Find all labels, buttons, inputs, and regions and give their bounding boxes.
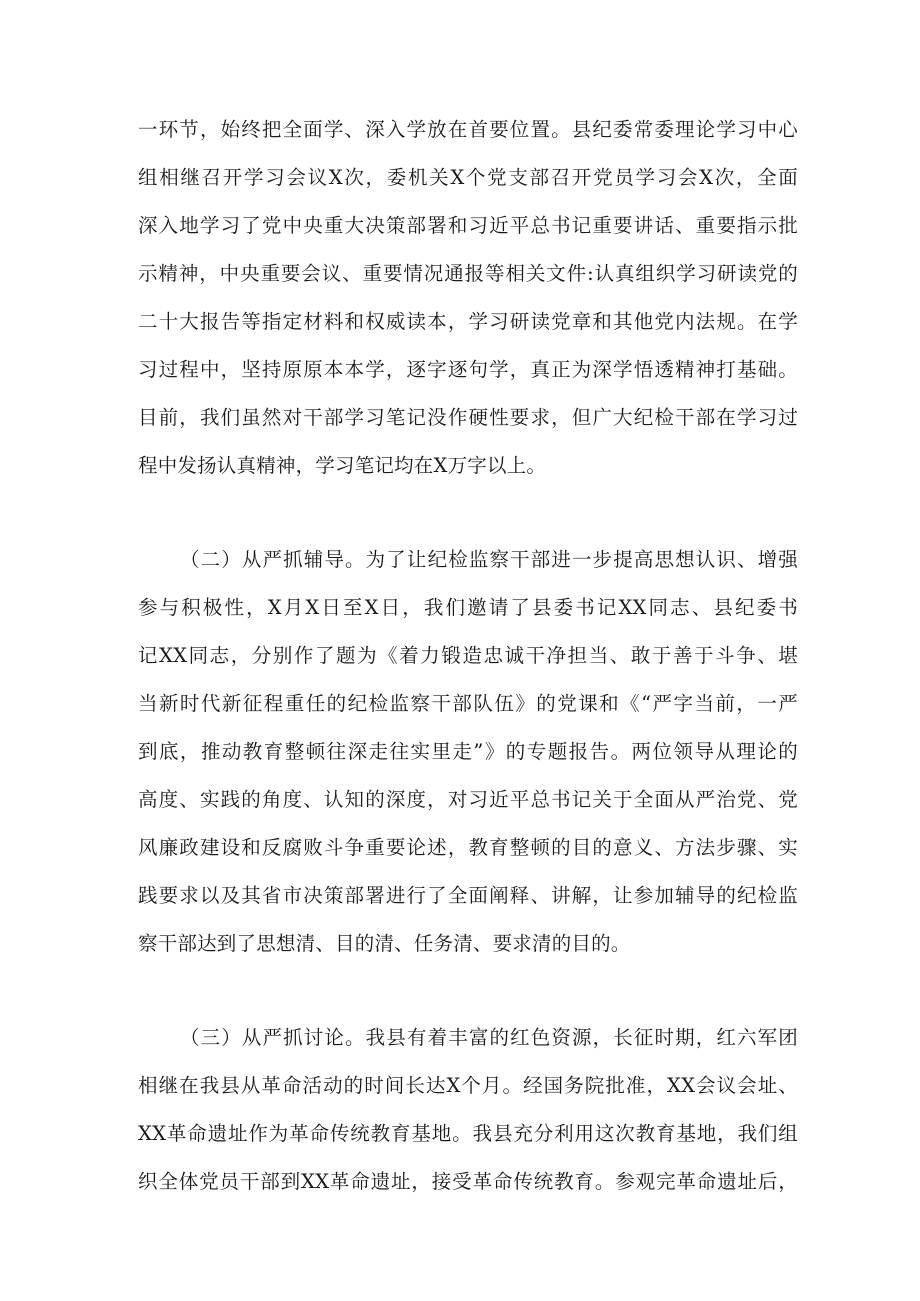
text-line: 察干部达到了思想清、目的清、任务清、要求清的目的。 — [138, 932, 631, 955]
text-line: 习过程中，坚持原原本本学，逐字逐句学，真正为深学悟透精神打基础。 — [138, 358, 798, 381]
text-line: 相继在我县从革命活动的时间长达X个月。经国务院批准，XX会议会址、 — [138, 1074, 798, 1097]
text-line: 组相继召开学习会议X次，委机关X个党支部召开党员学习会X次，全面 — [138, 166, 798, 189]
text-line: 参与积极性，X月X日至X日，我们邀请了县委书记XX同志、县纪委书 — [138, 596, 798, 619]
text-line: 一环节，始终把全面学、深入学放在首要位置。县纪委常委理论学习中心 — [138, 118, 798, 141]
text-line: （二）从严抓辅导。为了让纪检监察干部进一步提高思想认识、增强 — [180, 548, 798, 571]
text-line: 到底，推动教育整顿往深走往实里走”》的专题报告。两位领导从理论的 — [138, 740, 798, 763]
text-line: 织全体党员干部到XX革命遗址，接受革命传统教育。参观完革命遗址后， — [138, 1170, 798, 1193]
text-line: 二十大报告等指定材料和权威读本，学习研读党章和其他党内法规。在学 — [138, 310, 798, 333]
text-line: 践要求以及其省市决策部署进行了全面阐释、讲解，让参加辅导的纪检监 — [138, 884, 798, 907]
text-line: 目前，我们虽然对干部学习笔记没作硬性要求，但广大纪检干部在学习过 — [138, 406, 798, 429]
text-line: （三）从严抓讨论。我县有着丰富的红色资源，长征时期，红六军团 — [180, 1026, 798, 1049]
text-line: 深入地学习了党中央重大决策部署和习近平总书记重要讲话、重要指示批 — [138, 214, 798, 237]
text-line: 当新时代新征程重任的纪检监察干部队伍》的党课和《“严字当前，一严 — [138, 692, 798, 715]
text-line: 示精神，中央重要会议、重要情况通报等相关文件:认真组织学习研读党的 — [138, 262, 798, 285]
paragraph-discussion — [138, 1014, 798, 1206]
text-line: 程中发扬认真精神，学习笔记均在X万字以上。 — [138, 454, 547, 477]
paragraph-study — [138, 106, 798, 490]
text-line: 高度、实践的角度、认知的深度，对习近平总书记关于全面从严治党、党 — [138, 788, 798, 811]
text-line: 风廉政建设和反腐败斗争重要论述，教育整顿的目的意义、方法步骤、实 — [138, 836, 798, 859]
text-line: 记XX同志，分别作了题为《着力锻造忠诚干净担当、敢于善于斗争、堪 — [138, 644, 798, 667]
paragraph-guidance — [138, 536, 798, 968]
text-line: XX革命遗址作为革命传统教育基地。我县充分利用这次教育基地，我们组 — [138, 1122, 798, 1145]
